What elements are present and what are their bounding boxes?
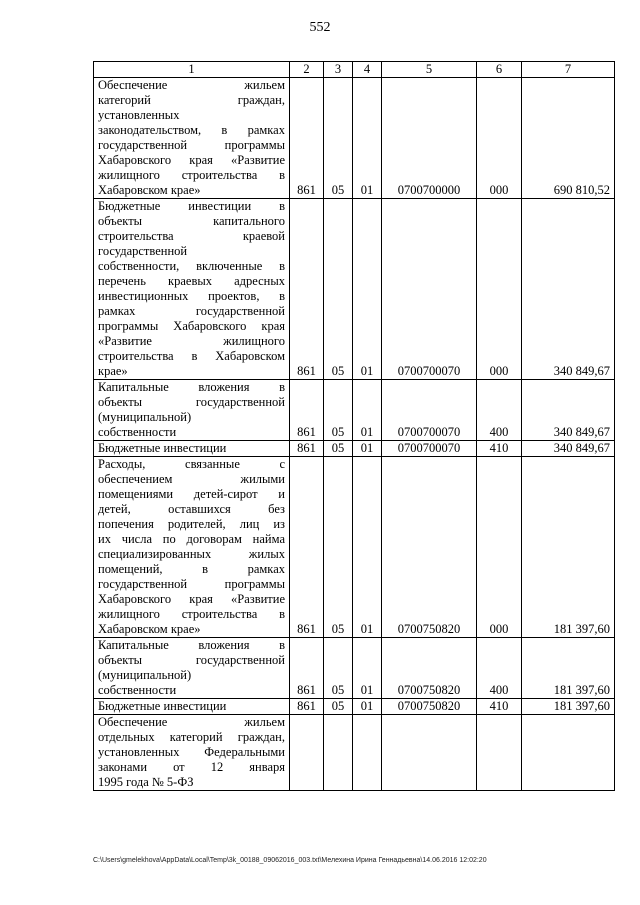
description-line: Обеспечение жильем (98, 715, 285, 729)
description-line: Бюджетные инвестиции (98, 699, 227, 713)
description-line: помещений, в рамках (98, 562, 285, 576)
table-row (94, 715, 615, 791)
description-line: законодательством, в рамках (98, 123, 285, 137)
description-line: собственности, включенные в (98, 259, 285, 273)
section-code-cell: 05 (324, 457, 353, 638)
file-path-footer: C:\Users\gmelekhova\AppData\Local\Temp\3k_00188_09062016_003.txt\Мелехина Ирина Геннадьевна\14.06.2016 12:02:20 (93, 857, 487, 864)
row-description (94, 78, 290, 199)
ministry-code-cell: 861 (290, 199, 324, 380)
ministry-code-cell (290, 715, 324, 791)
expense-type-cell: 400 (477, 380, 522, 441)
description-line: законами от 12 января (98, 760, 285, 774)
description-line: детей, оставшихся без (98, 502, 285, 516)
description-line: 1995 года № 5-ФЗ (98, 775, 194, 789)
description-line: объекты капитального (98, 214, 285, 228)
description-line: объекты государственной (98, 653, 285, 667)
column-header: 6 (477, 62, 522, 78)
column-header: 5 (382, 62, 477, 78)
description-line: помещениями детей-сирот и (98, 487, 285, 501)
table-header-row (94, 62, 615, 78)
description-line: «Развитие жилищного (98, 334, 285, 348)
description-line: Капитальные вложения в (98, 380, 285, 394)
column-header: 4 (353, 62, 382, 78)
ministry-code-cell: 861 (290, 457, 324, 638)
expense-type-cell: 410 (477, 699, 522, 715)
budget-table (93, 61, 615, 791)
description-line: Хабаровского края «Развитие (98, 153, 285, 167)
amount-cell (522, 715, 615, 791)
target-article-cell: 0700750820 (382, 699, 477, 715)
expense-type-cell: 410 (477, 441, 522, 457)
table-row (94, 78, 615, 199)
amount-cell: 340 849,67 (522, 199, 615, 380)
target-article-cell: 0700700070 (382, 380, 477, 441)
subsection-code-cell: 01 (353, 638, 382, 699)
description-line: крае» (98, 364, 128, 378)
target-article-cell: 0700700070 (382, 441, 477, 457)
amount-cell: 690 810,52 (522, 78, 615, 199)
section-code-cell (324, 715, 353, 791)
description-line: попечения родителей, лиц из (98, 517, 285, 531)
amount-cell: 181 397,60 (522, 699, 615, 715)
row-description (94, 441, 290, 457)
description-line: обеспечением жилыми (98, 472, 285, 486)
column-header: 1 (94, 62, 290, 78)
ministry-code-cell: 861 (290, 78, 324, 199)
section-code-cell: 05 (324, 199, 353, 380)
ministry-code-cell: 861 (290, 699, 324, 715)
row-description (94, 638, 290, 699)
description-line: строительства краевой (98, 229, 285, 243)
amount-cell: 340 849,67 (522, 441, 615, 457)
column-header: 2 (290, 62, 324, 78)
description-line: Бюджетные инвестиции (98, 441, 227, 455)
amount-cell: 340 849,67 (522, 380, 615, 441)
description-line: категорий граждан, (98, 93, 285, 107)
table-row (94, 441, 615, 457)
table-row (94, 457, 615, 638)
table-row (94, 699, 615, 715)
description-line: государственной программы (98, 138, 285, 152)
description-line: установленных Федеральными (98, 745, 285, 759)
row-description (94, 199, 290, 380)
table-body (94, 78, 615, 791)
description-line: собственности (98, 683, 177, 697)
description-line: Хабаровском крае» (98, 183, 201, 197)
section-code-cell: 05 (324, 78, 353, 199)
subsection-code-cell (353, 715, 382, 791)
description-line: объекты государственной (98, 395, 285, 409)
target-article-cell (382, 715, 477, 791)
description-line: установленных (98, 108, 180, 122)
expense-type-cell: 000 (477, 199, 522, 380)
column-header: 7 (522, 62, 615, 78)
description-line: Обеспечение жильем (98, 78, 285, 92)
subsection-code-cell: 01 (353, 380, 382, 441)
page-number: 552 (309, 20, 331, 35)
subsection-code-cell: 01 (353, 199, 382, 380)
row-description (94, 380, 290, 441)
row-description (94, 715, 290, 791)
expense-type-cell: 000 (477, 78, 522, 199)
amount-cell: 181 397,60 (522, 638, 615, 699)
table-row (94, 638, 615, 699)
subsection-code-cell: 01 (353, 441, 382, 457)
description-line: государственной программы (98, 577, 285, 591)
table-row (94, 380, 615, 441)
description-line: Хабаровского края «Развитие (98, 592, 285, 606)
section-code-cell: 05 (324, 699, 353, 715)
ministry-code-cell: 861 (290, 441, 324, 457)
subsection-code-cell: 01 (353, 457, 382, 638)
description-line: программы Хабаровского края (98, 319, 285, 333)
description-line: Хабаровском крае» (98, 622, 201, 636)
column-header: 3 (324, 62, 353, 78)
description-line: Бюджетные инвестиции в (98, 199, 285, 213)
description-line: жилищного строительства в (98, 607, 285, 621)
amount-cell: 181 397,60 (522, 457, 615, 638)
expense-type-cell: 000 (477, 457, 522, 638)
description-line: (муниципальной) (98, 668, 192, 682)
description-line: Капитальные вложения в (98, 638, 285, 652)
expense-type-cell (477, 715, 522, 791)
description-line: жилищного строительства в (98, 168, 285, 182)
expense-type-cell: 400 (477, 638, 522, 699)
description-line: собственности (98, 425, 177, 439)
target-article-cell: 0700700070 (382, 199, 477, 380)
table-row (94, 199, 615, 380)
description-line: Расходы, связанные с (98, 457, 285, 471)
section-code-cell: 05 (324, 380, 353, 441)
description-line: специализированных жилых (98, 547, 285, 561)
target-article-cell: 0700750820 (382, 638, 477, 699)
row-description (94, 699, 290, 715)
description-line: перечень краевых адресных (98, 274, 285, 288)
description-line: отдельных категорий граждан, (98, 730, 285, 744)
description-line: рамках государственной (98, 304, 285, 318)
subsection-code-cell: 01 (353, 78, 382, 199)
target-article-cell: 0700700000 (382, 78, 477, 199)
section-code-cell: 05 (324, 441, 353, 457)
description-line: государственной (98, 244, 188, 258)
ministry-code-cell: 861 (290, 380, 324, 441)
description-line: инвестиционных проектов, в (98, 289, 285, 303)
section-code-cell: 05 (324, 638, 353, 699)
description-line: их числа по договорам найма (98, 532, 285, 546)
target-article-cell: 0700750820 (382, 457, 477, 638)
description-line: строительства в Хабаровском (98, 349, 285, 363)
row-description (94, 457, 290, 638)
ministry-code-cell: 861 (290, 638, 324, 699)
subsection-code-cell: 01 (353, 699, 382, 715)
description-line: (муниципальной) (98, 410, 192, 424)
